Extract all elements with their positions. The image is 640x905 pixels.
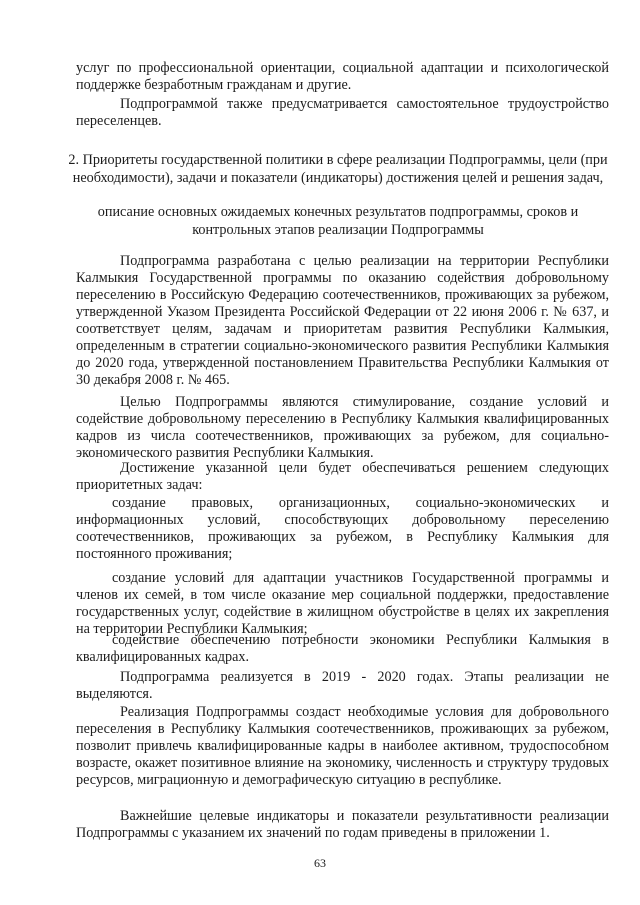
section-heading: 2. Приоритеты государственной политики в сфере реализации Подпрограммы, цели (при необходимости), задачи и показатели (индикаторы) достижения целей и решения задач, — [68, 152, 608, 186]
paragraph-indicators: Важнейшие целевые индикаторы и показатели результативности реализации Подпрограммы с указанием их значений по годам приведены в приложении 1. — [76, 808, 609, 841]
paragraph-tasks-intro: Достижение указанной цели будет обеспечиваться решением следующих приоритетных задач: — [76, 460, 609, 493]
paragraph-results: Реализация Подпрограммы создаст необходимые условия для добровольного переселения в Республику Калмыкия соотечественников, проживающих за рубежом, позволит привлечь квалифицированные кадры в наиболее активном, трудоспособном возрасте, окажет позитивное влияние на экономику, численность и структуру трудовых ресурсов, миграционную и демографическую ситуацию в республике. — [76, 704, 609, 788]
task-item-adaptation: создание условий для адаптации участников Государственной программы и членов их семей, в том числе оказание мер социальной поддержки, предоставление государственных услуг, содействие в жилищном обустройстве в целях их закрепления на территории Республики Калмыкия; — [76, 570, 609, 637]
page-number: 63 — [314, 856, 326, 870]
task-item-legal-conditions: создание правовых, организационных, социально-экономических и информационных условий, способствующих добровольному переселению соотечественников, проживающих за рубежом, в Республику Калмыкия для постоянного проживания; — [76, 495, 609, 562]
paragraph-purpose: Подпрограмма разработана с целью реализации на территории Республики Калмыкия Государственной программы по оказанию содействия добровольному переселению в Российскую Федерацию соотечественников, проживающих за рубежом, утвержденной Указом Президента Российской Федерации от 22 июня 2006 г. № 637, и соответствует целям, задачам и приоритетам развития Республики Калмыкия, определенным в стратегии социально-экономического развития Республики Калмыкия до 2020 года, утвержденной постановлением Правительства Республики Калмыкия от 30 декабря 2008 г. № 465. — [76, 253, 609, 388]
task-item-economy-needs: содействие обеспечению потребности экономики Республики Калмыкия в квалифицированных кадрах. — [76, 632, 609, 665]
section-subheading: описание основных ожидаемых конечных результатов подпрограммы, сроков и контрольных этапов реализации Подпрограммы — [97, 204, 579, 238]
paragraph-self-employment: Подпрограммой также предусматривается самостоятельное трудоустройство переселенцев. — [76, 96, 609, 129]
paragraph-timeline: Подпрограмма реализуется в 2019 - 2020 годах. Этапы реализации не выделяются. — [76, 669, 609, 702]
paragraph-goal: Целью Подпрограммы являются стимулирование, создание условий и содействие добровольному переселению в Республику Калмыкия квалифицированных кадров из числа соотечественников, проживающих за рубежом, для социально-экономического развития Республики Калмыкия. — [76, 394, 609, 461]
paragraph-services-continued: услуг по профессиональной ориентации, социальной адаптации и психологической поддержке безработным гражданам и другие. — [76, 60, 609, 93]
